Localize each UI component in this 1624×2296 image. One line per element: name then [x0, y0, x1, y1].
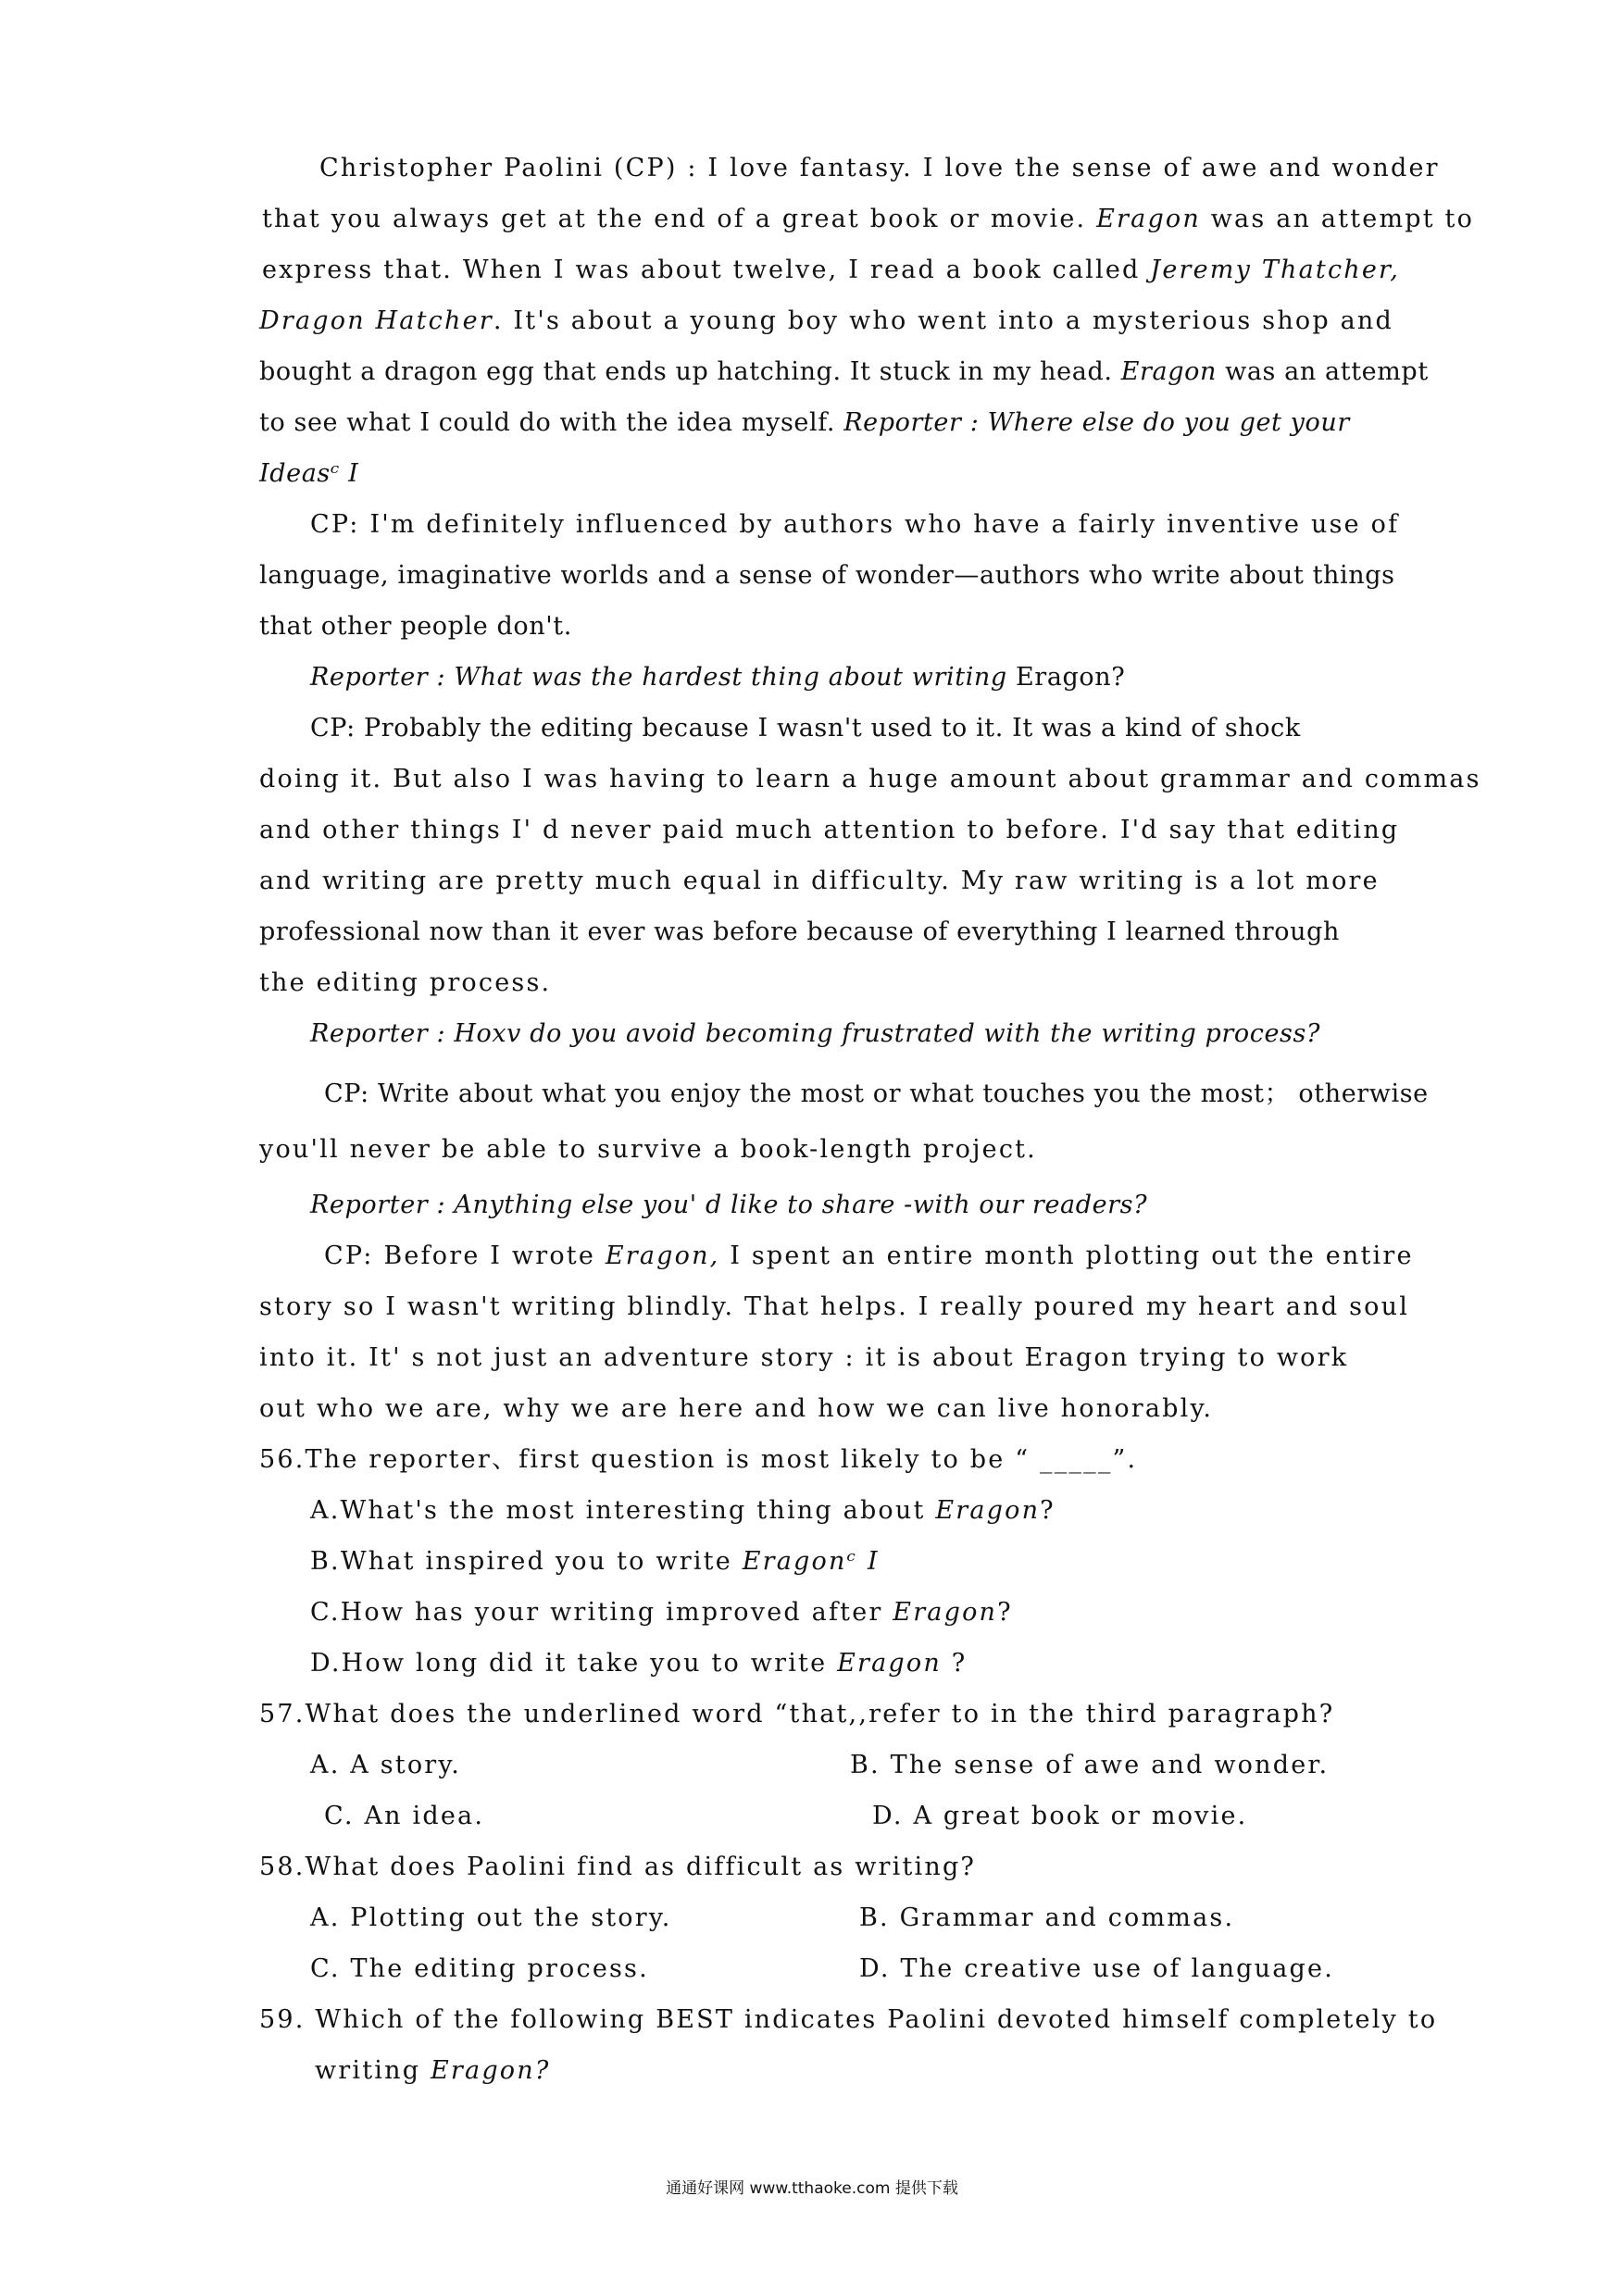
- book-title: Eragon,: [605, 1242, 720, 1270]
- book-title: Dragon Hatcher: [259, 306, 493, 335]
- para1-line2: that you always get at the end of a great book or movie. Eragon was an attempt to: [262, 205, 1475, 233]
- reporter-question: Reporter : Where else do you get your: [843, 408, 1350, 437]
- para1-line5: bought a dragon egg that ends up hatching. It stuck in my head. Eragon was an attempt: [259, 357, 1429, 386]
- question-56-option-c: C.How has your writing improved after Eragon?: [310, 1598, 1013, 1627]
- para6-line1: CP: Write about what you enjoy the most or what touches you the most； otherwise: [324, 1079, 1429, 1108]
- question-58-option-b: B. Grammar and commas.: [859, 1903, 1235, 1932]
- para2-line1: CP: I'm definitely influenced by authors who have a fairly inventive use of: [310, 510, 1400, 539]
- question-57-option-a: A. A story.: [310, 1751, 462, 1779]
- question-56-option-b: B.What inspired you to write Eragonᶜ I: [310, 1547, 880, 1576]
- para6-line2: you'll never be able to survive a book-length project.: [259, 1135, 1037, 1164]
- para8-line3: into it. It' s not just an adventure story : it is about Eragon trying to work: [259, 1343, 1349, 1372]
- para2-line3: that other people don't.: [259, 612, 572, 641]
- para4-line4: and writing are pretty much equal in difficulty. My raw writing is a lot more: [259, 867, 1380, 895]
- question-57-option-d: D. A great book or movie.: [872, 1802, 1248, 1830]
- reporter-question-4: Reporter : Anything else you' d like to share -with our readers?: [310, 1191, 1148, 1219]
- question-56-option-d: D.How long did it take you to write Eragon ?: [310, 1649, 968, 1678]
- question-58-stem: 58.What does Paolini find as difficult as writing?: [259, 1853, 977, 1881]
- book-title: Jeremy Thatcher,: [1150, 256, 1400, 284]
- book-title: Eragon: [1096, 205, 1201, 233]
- para8-line2: story so I wasn't writing blindly. That helps. I really poured my heart and soul: [259, 1292, 1410, 1321]
- para8-line1: CP: Before I wrote Eragon, I spent an entire month plotting out the entire: [324, 1242, 1414, 1270]
- para4-line1: CP: Probably the editing because I wasn't used to it. It was a kind of shock: [310, 714, 1301, 742]
- question-58-option-c: C. The editing process.: [310, 1954, 649, 1983]
- reporter-question-3: Reporter : Hoxv do you avoid becoming frustrated with the writing process?: [310, 1019, 1321, 1048]
- para1-line7: Ideasᶜ I: [259, 459, 359, 488]
- para4-line3: and other things I' d never paid much attention to before. I'd say that editing: [259, 816, 1400, 844]
- reporter-question-2: Reporter : What was the hardest thing about writing Eragon?: [310, 663, 1126, 692]
- question-56-option-a: A.What's the most interesting thing about Eragon?: [310, 1496, 1056, 1525]
- question-58-option-d: D. The creative use of language.: [859, 1954, 1334, 1983]
- question-59-stem-line2: writing Eragon?: [315, 2056, 551, 2085]
- para1-line3: express that. When I was about twelve, I read a book called Jeremy Thatcher,: [262, 256, 1400, 284]
- para1-line4: Dragon Hatcher. It's about a young boy who went into a mysterious shop and: [259, 306, 1394, 335]
- page-footer: 通通好课网 www.tthaoke.com 提供下载: [666, 2179, 958, 2198]
- para1-line6: to see what I could do with the idea myself. Reporter : Where else do you get your: [259, 408, 1350, 437]
- question-58-option-a: A. Plotting out the story.: [310, 1903, 672, 1932]
- question-57-option-b: B. The sense of awe and wonder.: [850, 1751, 1330, 1779]
- para4-line5: professional now than it ever was before because of everything I learned through: [259, 917, 1340, 946]
- question-57-stem: 57.What does the underlined word “that,,refer to in the third paragraph?: [259, 1700, 1335, 1728]
- para2-line2: language, imaginative worlds and a sense of wonder—authors who write about things: [259, 561, 1395, 590]
- para1-line1: Christopher Paolini (CP) : I love fantasy. I love the sense of awe and wonder: [319, 154, 1440, 182]
- question-59-stem: 59. Which of the following BEST indicates Paolini devoted himself completely to: [259, 2005, 1438, 2034]
- para4-line2: doing it. But also I was having to learn a huge amount about grammar and commas: [259, 765, 1481, 793]
- question-56-stem: 56.The reporter、first question is most likely to be “ _____”.: [259, 1445, 1138, 1474]
- question-57-option-c: C. An idea.: [324, 1802, 485, 1830]
- para4-line6: the editing process.: [259, 968, 552, 997]
- para8-line4: out who we are, why we are here and how we can live honorably.: [259, 1394, 1214, 1423]
- book-title: Eragon: [1120, 357, 1217, 386]
